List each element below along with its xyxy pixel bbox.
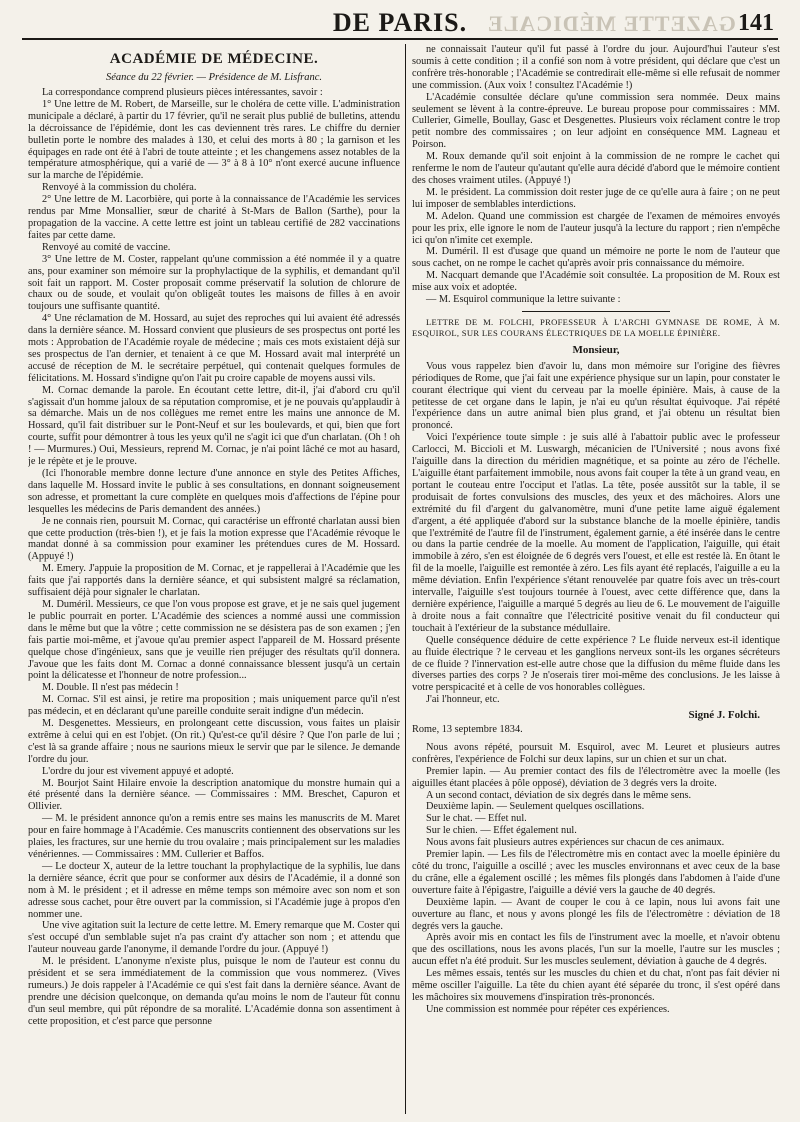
bleed-through-text: GAZETTE MÉDICALE — [487, 11, 736, 36]
paragraph: L'Académie consultée déclare qu'une commission sera nommée. Deux mains seulement se lèvent à la contre-épreuve. Le bureau propose pour commissaires : MM. Cullerier, Gimelle, Boullay, Gasc et Desgenettes. Plusieurs voix réclament contre le trop petit nombre des commissaires ; on leur adjoint en conséquence MM. Lagneau et Poirson. — [412, 91, 780, 151]
paragraph: Renvoyé à la commission du choléra. — [42, 182, 197, 194]
letter-salutation: Monsieur, — [572, 343, 620, 356]
left-paragraphs — [28, 87, 400, 1028]
right-column — [412, 44, 780, 1114]
paragraph: M. le président. L'anonyme n'existe plus, puisque le nom de l'auteur est connu du président et se sera immédiatement de la commission que vous nommerez. (Vives rumeurs.) Je dois rappeler à l'Académie ce qui s'est fait dans la dernière séance. Avant de prendre une décision quelconque, on demanda qu'au moins le nom de l'auteur fût connu d'un seul membre, qui pût répondre de sa moralité. L'Académie donna son assentiment à cette proposition, et c'est parce que personne — [28, 956, 400, 1027]
column-rule — [405, 44, 406, 1114]
paragraph: Nous avons répété, poursuit M. Esquirol, avec M. Leuret et plusieurs autres confrères, l'expérience de Folchi sur deux lapins, sur un chien et sur un chat. — [412, 741, 780, 765]
paragraph: Une commission est nommée pour répéter ces expériences. — [426, 1003, 670, 1015]
paragraph: (Ici l'honorable membre donne lecture d'une annonce en style des Petites Affiches, dans laquelle M. Hossard invite le public à ses consultations, en donnant soigneusement son adresse, et promettant la cure complète en quelques mois d'affections de l'épine pour lesquelles les médecins de Paris demandent des années.) — [28, 468, 400, 515]
paragraph: Deuxième lapin. — Avant de couper le cou à ce lapin, nous lui avons fait une ouverture au flanc, et nous y avons plongé les fils de l'électromètre : déviation de 18 degrés vers la gauche. — [412, 896, 780, 932]
paragraph: Premier lapin. — Au premier contact des fils de l'électromètre avec la moelle (les aiguilles étant placées à pôle opposé), déviation de 3 degrés vers la droite. — [412, 765, 780, 789]
letter-paragraph: Quelle conséquence déduire de cette expérience ? Le fluide nerveux est-il identique au fluide électrique ? le cerveau et les ganglions nerveux sont-ils les organes sécréteurs de ce fluide ? l'innervation est-elle autre chose que la diffusion du même fluide dans les diverses parties des corps ? Je n'oserais tirer moi-même des conclusions. Je les laisse à votre perspicacité et à celle de vos honorables collègues. — [412, 634, 780, 694]
letter-paragraph: Voici l'expérience toute simple : je suis allé à l'abattoir public avec le professeur Carlocci, M. Biccioli et M. Luswargh, mécanicien de l'Université ; nous avons fixé l'aiguille dans la direction du méridien magnétique, et sa pointe au zéro de l'échelle. L'aiguille étant parfaitement immobile, nous avons fait couper la tête à un grand veau, en portant le couteau entre l'occiput et l'atlas. La tête, posée aussitôt sur la table, il se produisait de fortes convulsions des muscles, des yeux et des mâchoires. Alors une extrémité du fil d'argent du galvanomètre, muni d'une petite lame aiguë également d'argent, a été appliquée d'abord sur la substance blanche de la moelle épinière, tandis que l'extrémité de l'autre fil de l'instrument, également garnie, a été insérée dans le centre ou dans la partie cendrée de la moelle. Au moment de l'application, l'aiguille, qui était immobile à zéro, s'en est éloignée de 6 degrés vers l'ouest, et elle est restée là. En ôtant le fil de la moelle, l'aiguille est remontée à zéro. Les fils ayant été replacés, l'aiguille a eu la même déviation. Enfin l'expérience s'étant renouvelée par quatre fois avec un très-court intervalle, l'aiguille s'est toujours tournée à l'ouest, avec cette différence que, dans la dernière expérience, l'aiguille a marqué 5 degrés au lieu de 6. Le mouvement de l'aiguille à droite nous a fait connaître que l'électricité positive venait du fil conducteur qui touchait à l'extérieur de la substance médullaire. — [412, 432, 780, 634]
paragraph: L'ordre du jour est vivement appuyé et adopté. — [42, 765, 234, 777]
letter-date: Rome, 13 septembre 1834. — [412, 724, 523, 736]
paragraph: Après avoir mis en contact les fils de l'instrument avec la moelle, et n'avoir obtenu que des oscillations, nous les avons placés, l'un sur la moelle, l'autre sur les muscles ; aucun effet n'a été produit. Sur les muscles seulement, déviation à gauche de 4 degrés. — [412, 932, 780, 968]
paragraph: M. Emery. J'appuie la proposition de M. Cornac, et je rappellerai à l'Académie que les faits que j'ai rapportés dans la dernière séance, et qui subsistent malgré sa réclamation, suffisaient déjà pour signaler le charlatan. — [28, 563, 400, 599]
paragraph: M. Adelon. Quand une commission est chargée de l'examen de mémoires envoyés pour les prix, elle ignore le nom de l'auteur jusqu'à la lecture du rapport ; rien n'empêche ici qu'on n'imite cet exemple. — [412, 210, 780, 246]
paragraph: Nous avons fait plusieurs autres expériences sur chacun de ces animaux. — [426, 837, 725, 849]
paragraph: 4° Une réclamation de M. Hossard, au sujet des reproches qui lui avaient été adressés dans la dernière séance. M. Hossard convient que plusieurs de ses prospectus ont porté les mots : Approbation de l'Académie royale de médecine ; mais ces mots existaient déjà sur ses prospectus de l'an dernier, et tenaient à ce que M. Hossard avait mal interprété un accusé de réception de M. le secrétaire perpétuel, qui contenait quelques formules de félicitations. M. Hossard s'indigne qu'on l'ait pu croire capable de moyens aussi vils. — [28, 313, 400, 384]
left-column — [28, 44, 400, 1114]
paragraph: M. Nacquart demande que l'Académie soit consultée. La proposition de M. Roux est mise aux voix et adoptée. — [412, 270, 780, 294]
separator-rule — [522, 311, 669, 312]
section-title: ACADÉMIE DE MÉDECINE. — [109, 51, 319, 67]
right-paragraphs-bottom — [412, 742, 780, 1016]
right-paragraphs-top — [412, 44, 780, 306]
paragraph: M. Cornac. S'il est ainsi, je retire ma proposition ; mais uniquement parce qu'il n'est pas médecin, et en déclarant qu'une pareille conduite serait indigne d'un médecin. — [28, 694, 400, 718]
paragraph: — Le docteur X, auteur de la lettre touchant la prophylactique de la syphilis, lue dans la dernière séance, écrit que pour se conformer aux désirs de l'Académie, il a donné son nom à M. le président ; et il adresse en même temps son mémoire avec son nom et son adresse sous cachet, pour être ouvert par la commission, si l'Académie juge à propos d'en nommer une. — [28, 860, 400, 920]
paragraph: M. Roux demande qu'il soit enjoint à la commission de ne rompre le cachet qui renferme le nom de l'auteur qu'autant qu'elle aura décidé d'abord que le mémoire contient des choses vraiment utiles. (Appuyé !) — [412, 151, 780, 186]
paragraph: M. Double. Il n'est pas médecin ! — [42, 682, 179, 694]
letter-paragraph: J'ai l'honneur, etc. — [426, 694, 500, 706]
page-header — [22, 8, 778, 40]
paragraph: Renvoyé au comité de vaccine. — [42, 241, 171, 253]
paragraph: 1° Une lettre de M. Robert, de Marseille, sur le choléra de cette ville. L'administration municipale a déclaré, à partir du 17 février, qu'il ne serait plus publié de bulletins, attendu la décroissance de l'épidémie, dont les cas deviennent très rares. Le chiffre du dernier bulletin porte le nombre des malades à 130, et celui des morts à 80 ; la garnison et les équipages en rade ont été à l'abri de toute atteinte ; et les changemens assez notables de la température atmosphérique, qui a varié de — 3° à 8 à 10° n'ont exercé aucune influence sur la marche de l'épidémie. — [28, 98, 400, 182]
paragraph: Je ne connais rien, poursuit M. Cornac, qui caractérise un effronté charlatan aussi bien que cette production (très-bien !), et je fais la motion expresse que l'Académie révoque le mandat donné à sa commission pour examiner les prétendues cures de M. Hossard. (Appuyé !) — [28, 515, 400, 563]
paragraph: La correspondance comprend plusieurs pièces intéressantes, savoir : — [42, 87, 323, 98]
paragraph: A un second contact, déviation de six degrés dans le même sens. — [426, 789, 692, 801]
paragraph: 3° Une lettre de M. Coster, rappelant qu'une commission a été nommée il y a quatre ans, pour examiner son mémoire sur la prophylactique de la syphilis, et demandant qu'il soit fait un rapport. M. Coster proposait comme préservatif la solution de chlorure de chaux ou de soude, et voulait qu'on obligeât toutes les maisons de filles à en avoir toujours une suffisante quantité. — [28, 253, 400, 313]
paragraph: Sur le chat. — Effet nul. — [426, 813, 527, 825]
letter-signature: Signé J. Folchi. — [688, 709, 760, 722]
paragraph: ne connaissait l'auteur qu'il fut passé à l'ordre du jour. Aujourd'hui l'auteur s'est soumis à cette condition ; il a confié son nom à votre président, qui déclare que c'est un confrère très-honorable ; l'Académie se contredirait elle-même si elle refusait de nommer une commission. (Aux voix ! consultez l'Académie !) — [412, 44, 780, 91]
paragraph: M. le président. La commission doit rester juge de ce qu'elle aura à faire ; on ne peut lui imposer de semblables interdictions. — [412, 186, 780, 210]
paragraph: M. Cornac demande la parole. En écoutant cette lettre, dit-il, j'ai d'abord cru qu'il s'agissait d'un homme jaloux de sa réputation compromise, et je ne pouvais qu'applaudir à sa démarche. Mais un de nos collègues me remet entre les mains une annonce de M. Hossard, qu'il fait distribuer sur le Pont-Neuf et sur les boulevards, et qui, bien que fort courte, suffit pour démontrer à tous les yeux qu'il ne s'agit ici que d'un charlatan. (Oh ! oh ! — Murmures.) Oui, Messieurs, reprend M. Cornac, je n'ai point lâché ce mot au hasard, je le répète et je le prouve. — [28, 384, 400, 468]
paragraph: Deuxième lapin. — Seulement quelques oscillations. — [426, 801, 645, 813]
paragraph: M. Duméril. Messieurs, ce que l'on vous propose est grave, et je ne sais quel jugement le public pourrait en porter. L'Académie des sciences a nommé aussi une commission dans le même but que la vôtre ; cette commission ne se désistera pas de son examen ; j'en fais partie moi-même, et j'avoue qu'au premier aspect l'appareil de M. Hossard présente quelque chose d'ingénieux, sans que je veuille rien préjuger des résultats qu'il donnera. J'avoue que les faits dont M. Cornac a donné connaissance blessent jusqu'à un certain point la délicatesse et l'honneur de notre profession... — [28, 598, 400, 682]
paragraph: M. Bourjot Saint Hilaire envoie la description anatomique du monstre humain qui a été présenté dans la dernière séance. — Commissaires : MM. Breschet, Capuron et Ollivier. — [28, 777, 400, 813]
paragraph: — M. Esquirol communique la lettre suivante : — [426, 294, 621, 306]
paragraph: — M. le président annonce qu'on a remis entre ses mains les manuscrits de M. Maret pour en faire hommage à l'Académie. Ces manuscrits contiennent des observations sur les plaies, les fractures, sur une hernie du trou ovalaire ; mais principalement sur les maladies vénériennes. — Commissaires : MM. Cullerier et Baffos. — [28, 813, 400, 860]
paragraph: Les mêmes essais, tentés sur les muscles du chien et du chat, n'ont pas fait dévier ni même osciller l'aiguille. La tête du chien ayant été séparée du tronc, il s'est opéré dans les mâchoires six mouvemens d'inspiration très-prononcés. — [412, 968, 780, 1003]
paragraph: M. Desgenettes. Messieurs, en prolongeant cette discussion, vous faites un plaisir extrême à celui qui en est l'objet. (On rit.) Qu'est-ce qu'il désire ? Que l'on parle de lui ; c'est là sa grande affaire ; nous ne saurions mieux le servir que par le silence. Je demande l'ordre du jour. — [28, 718, 400, 765]
section-subtitle: Séance du 22 février. — Présidence de M. Lisfranc. — [105, 72, 323, 83]
paragraph: Sur le chien. — Effet également nul. — [426, 825, 577, 837]
letter-heading: LETTRE DE M. FOLCHI, PROFESSEUR À L'ARCHI GYMNASE DE ROME, À M. ESQUIROL, SUR LES COURANS ÉLECTRIQUES DE LA MOELLE ÉPINIÈRE. — [412, 316, 780, 338]
paragraph: 2° Une lettre de M. Lacorbière, qui porte à la connaissance de l'Académie les services rendus par Mme Monsallier, sœur de charité à St-Mars de Ballon (Sarthe), pour la propagation de la vaccine. A cette lettre est joint un tableau certifié de 282 vaccinations faites par cette dame. — [28, 194, 400, 241]
letter-paragraph: Vous vous rappelez bien d'avoir lu, dans mon mémoire sur l'origine des fièvres périodiques de Rome, que j'ai fait une expérience physique sur un lapin, pour constater le courant électrique qui vient du cerveau par la moelle épinière. Mais, à cause de la petitesse de cet organe dans le lapin, je n'ai eu qu'un résultat équivoque. J'ai répété l'expérience dans un autre animal bien plus grand, et j'ai obtenu un résultat bien prononcé. — [412, 360, 780, 432]
paragraph: M. Duméril. Il est d'usage que quand un mémoire ne porte le nom de l'auteur que sous cachet, on ne rompe le cachet qu'après avoir pris connaissance du mémoire. — [412, 246, 780, 270]
paragraph: Premier lapin. — Les fils de l'électromètre mis en contact avec la moelle épinière du côté du tronc, l'aiguille a oscillé ; avec les muscles environnans et avec ceux de la base du crâne, elle a également oscillé ; les mêmes fils plongés dans l'abdomen à l'aide d'une ouverture faite à l'épigastre, l'aiguille a dévié vers la gauche de 40 degrés. — [412, 849, 780, 896]
masthead-title: DE PARIS. — [332, 8, 468, 37]
page-number: 141 — [738, 10, 774, 36]
paragraph: Une vive agitation suit la lecture de cette lettre. M. Emery remarque que M. Coster qui s'est occupé d'un semblable sujet n'a pas craint d'y attacher son nom ; et attendu que l'auteur nouveau garde l'anonyme, il demande l'ordre du jour. (Appuyé !) — [28, 920, 400, 956]
letter-body — [412, 361, 780, 706]
